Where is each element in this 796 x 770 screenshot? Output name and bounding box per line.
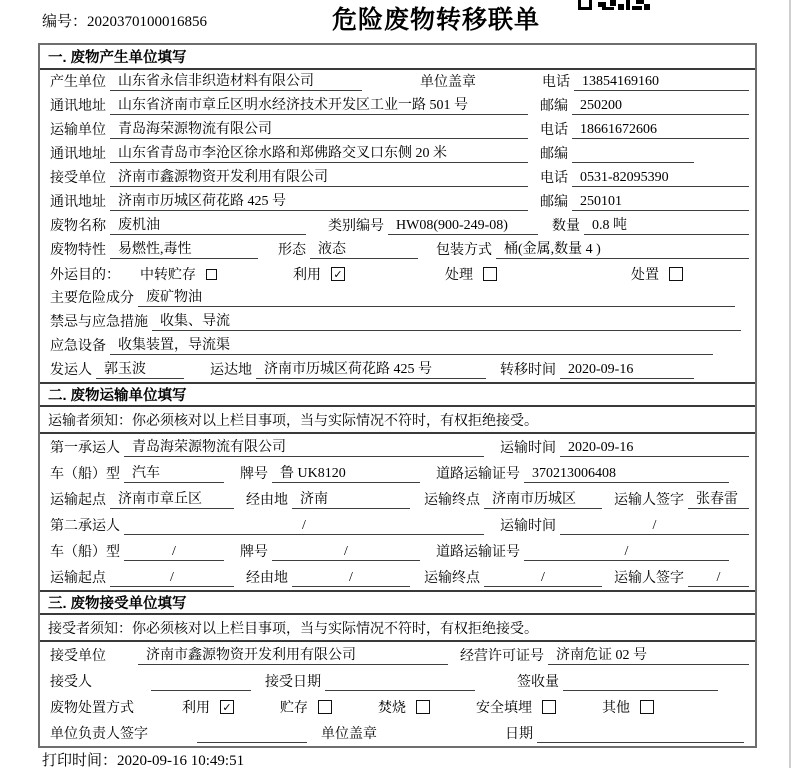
disposal-label: 废物处置方式 — [50, 701, 134, 716]
hazard-label: 主要危险成分 — [50, 291, 134, 306]
disposal-opt-landfill-label: 安全填埋 — [476, 701, 532, 716]
shipper-value: 郭玉波 — [96, 358, 184, 379]
row-accept-unit — [40, 642, 755, 668]
license1-label: 道路运输证号 — [436, 467, 520, 482]
origin2-label: 运输起点 — [50, 571, 106, 586]
origin2-value: / — [110, 570, 234, 587]
packing-label: 包装方式 — [436, 243, 492, 258]
purpose-opt-dispose-label: 处置 — [631, 268, 659, 283]
phone1-value: 13854169160 — [574, 74, 749, 91]
print-time — [42, 749, 244, 770]
serial-label: 编号： — [42, 14, 88, 30]
receiver-value: 济南市鑫源物资开发利用有限公司 — [110, 166, 528, 187]
end1-value: 济南市历城区 — [484, 488, 602, 509]
zip2-value — [572, 146, 694, 163]
shipper-label: 发运人 — [50, 363, 92, 378]
page-title: 危险废物转移联单 — [332, 6, 541, 34]
purpose-label: 外运目的： — [50, 268, 120, 283]
accept-date-value — [325, 674, 475, 691]
phone3-value: 0531-82095390 — [572, 170, 749, 187]
checkbox-dispose — [669, 267, 683, 281]
license2-value: / — [524, 544, 729, 561]
transporter-label: 运输单位 — [50, 123, 106, 138]
chief-sign-label: 单位负责人签字 — [50, 727, 148, 742]
dest-label: 运达地 — [210, 363, 252, 378]
addr3-value: 济南市历城区荷花路 425 号 — [110, 190, 528, 211]
qr-code-fragment — [578, 0, 650, 10]
addr2-label: 通讯地址 — [50, 147, 106, 162]
traits-value: 易燃性,毒性 — [110, 238, 258, 259]
sign2-label: 运输人签字 — [614, 571, 684, 586]
checkbox-treat — [483, 267, 497, 281]
seal-label: 单位盖章 — [420, 75, 476, 90]
addr1-value: 山东省济南市章丘区明水经济技术开发区工业一路 501 号 — [110, 94, 528, 115]
purpose-opt-use-label: 利用 — [293, 268, 321, 283]
checkbox-storage — [206, 269, 217, 280]
license2-label: 道路运输证号 — [436, 545, 520, 560]
form-value: 液态 — [310, 238, 418, 259]
section2-header: 二. 废物运输单位填写 — [40, 382, 755, 407]
unit-seal-label: 单位盖章 — [321, 727, 377, 742]
end1-label: 运输终点 — [424, 493, 480, 508]
acceptor-label: 接受人 — [50, 675, 92, 690]
purpose-opt-storage-label: 中转贮存 — [140, 268, 196, 283]
row-vehicle2 — [40, 538, 755, 564]
row-shipper — [40, 358, 755, 382]
packing-value: 桶(金属,数量 4 ) — [496, 238, 749, 259]
print-time-value: 2020-09-16 10:49:51 — [117, 753, 245, 769]
zip3-label: 邮编 — [540, 195, 568, 210]
row-transfer-purpose — [40, 262, 755, 286]
zip3-value: 250101 — [572, 194, 749, 211]
dest-value: 济南市历城区荷花路 425 号 — [256, 358, 486, 379]
plate2-label: 牌号 — [240, 545, 268, 560]
phone3-label: 电话 — [540, 171, 568, 186]
sign2-value: / — [688, 570, 749, 587]
checkbox-disposal-other — [640, 700, 654, 714]
section1-header: 一. 废物产生单位填写 — [40, 45, 755, 70]
transporter-notice: 运输者须知：你必须核对以上栏目事项，当与实际情况不符时，有权拒绝接受。 — [40, 407, 755, 434]
print-time-label: 打印时间： — [42, 753, 118, 769]
permit-value: 济南危证 02 号 — [548, 644, 749, 665]
qty-label: 数量 — [552, 219, 580, 234]
category-label: 类别编号 — [328, 219, 384, 234]
received-qty-value — [563, 674, 718, 691]
row-chief-signature — [40, 720, 755, 746]
plate1-value: 鲁 UK8120 — [272, 462, 420, 483]
row-second-carrier — [40, 512, 755, 538]
row-acceptor — [40, 668, 755, 694]
vehicle2-label: 车（船）型 — [50, 545, 120, 560]
zip1-value: 250200 — [572, 98, 749, 115]
receiver-label: 接受单位 — [50, 171, 106, 186]
carrier1-label: 第一承运人 — [50, 441, 120, 456]
transporter-value: 青岛海荣源物流有限公司 — [110, 118, 528, 139]
row-producer-address — [40, 94, 755, 118]
accept-unit-value: 济南市鑫源物资开发利用有限公司 — [138, 644, 448, 665]
row-first-carrier — [40, 434, 755, 460]
vehicle2-value: / — [124, 544, 224, 561]
row-vehicle1 — [40, 460, 755, 486]
end2-value: / — [484, 570, 602, 587]
plate1-label: 牌号 — [240, 467, 268, 482]
received-qty-label: 签收量 — [517, 675, 559, 690]
receiver-notice: 接受者须知：你必须核对以上栏目事项，当与实际情况不符时，有权拒绝接受。 — [40, 615, 755, 642]
vehicle1-label: 车（船）型 — [50, 467, 120, 482]
permit-label: 经营许可证号 — [460, 649, 544, 664]
origin1-value: 济南市章丘区 — [110, 488, 234, 509]
time1-label: 运输时间 — [500, 441, 556, 456]
row-hazard-component — [40, 286, 755, 310]
checkbox-disposal-landfill — [542, 700, 556, 714]
date-label: 日期 — [505, 727, 533, 742]
row-taboo-measures — [40, 310, 755, 334]
hazard-value: 废矿物油 — [138, 286, 735, 307]
disposal-opt-other-label: 其他 — [602, 701, 630, 716]
form-label: 形态 — [278, 243, 306, 258]
qty-value: 0.8 吨 — [584, 214, 749, 235]
end2-label: 运输终点 — [424, 571, 480, 586]
phone2-value: 18661672606 — [572, 122, 749, 139]
taboo-label: 禁忌与应急措施 — [50, 315, 148, 330]
addr2-value: 山东省青岛市李沧区徐水路和郑佛路交叉口东侧 20 米 — [110, 142, 528, 163]
license1-value: 370213006408 — [524, 466, 729, 483]
page-edge-line — [789, 0, 791, 768]
row-producer — [40, 70, 755, 94]
taboo-value: 收集、导流 — [152, 310, 741, 331]
checkbox-use: ✓ — [331, 267, 345, 281]
sign1-value: 张春雷 — [688, 488, 749, 509]
waste-name-value: 废机油 — [110, 214, 306, 235]
zip2-label: 邮编 — [540, 147, 568, 162]
row-transporter — [40, 118, 755, 142]
manifest-form — [38, 43, 757, 748]
checkbox-disposal-use: ✓ — [220, 700, 234, 714]
row-route1 — [40, 486, 755, 512]
time2-label: 运输时间 — [500, 519, 556, 534]
checkbox-disposal-store — [318, 700, 332, 714]
transfer-time-label: 转移时间 — [500, 363, 556, 378]
carrier2-label: 第二承运人 — [50, 519, 120, 534]
producer-label: 产生单位 — [50, 75, 106, 90]
row-transporter-address — [40, 142, 755, 166]
category-value: HW08(900-249-08) — [388, 218, 538, 235]
disposal-opt-store-label: 贮存 — [280, 701, 308, 716]
equip-value: 收集装置，导流渠 — [110, 334, 713, 355]
row-route2 — [40, 564, 755, 590]
date-value — [537, 726, 744, 743]
traits-label: 废物特性 — [50, 243, 106, 258]
addr3-label: 通讯地址 — [50, 195, 106, 210]
carrier1-value: 青岛海荣源物流有限公司 — [124, 436, 484, 457]
phone2-label: 电话 — [540, 123, 568, 138]
row-receiver-address — [40, 190, 755, 214]
zip1-label: 邮编 — [540, 99, 568, 114]
purpose-opt-treat-label: 处理 — [445, 268, 473, 283]
section3-header: 三. 废物接受单位填写 — [40, 590, 755, 615]
row-disposal-method — [40, 694, 755, 720]
equip-label: 应急设备 — [50, 339, 106, 354]
row-receiver — [40, 166, 755, 190]
waste-name-label: 废物名称 — [50, 219, 106, 234]
via1-label: 经由地 — [246, 493, 288, 508]
origin1-label: 运输起点 — [50, 493, 106, 508]
vehicle1-value: 汽车 — [124, 462, 224, 483]
row-emergency-equipment — [40, 334, 755, 358]
document-serial — [42, 10, 207, 31]
via1-value: 济南 — [292, 488, 410, 509]
checkbox-disposal-incinerate — [416, 700, 430, 714]
via2-label: 经由地 — [246, 571, 288, 586]
via2-value: / — [292, 570, 410, 587]
time1-value: 2020-09-16 — [560, 440, 749, 457]
row-waste-traits — [40, 238, 755, 262]
disposal-opt-use-label: 利用 — [182, 701, 210, 716]
accept-date-label: 接受日期 — [265, 675, 321, 690]
transfer-time-value: 2020-09-16 — [560, 362, 694, 379]
chief-sign-value — [197, 726, 307, 743]
sign1-label: 运输人签字 — [614, 493, 684, 508]
row-waste-name — [40, 214, 755, 238]
plate2-value: / — [272, 544, 420, 561]
addr1-label: 通讯地址 — [50, 99, 106, 114]
carrier2-value: / — [124, 518, 484, 535]
time2-value: / — [560, 518, 749, 535]
acceptor-value — [151, 674, 251, 691]
serial-number: 2020370100016856 — [87, 14, 208, 30]
accept-unit-label: 接受单位 — [50, 649, 106, 664]
phone1-label: 电话 — [542, 75, 570, 90]
disposal-opt-incinerate-label: 焚烧 — [378, 701, 406, 716]
producer-value: 山东省永信非织造材料有限公司 — [110, 70, 362, 91]
